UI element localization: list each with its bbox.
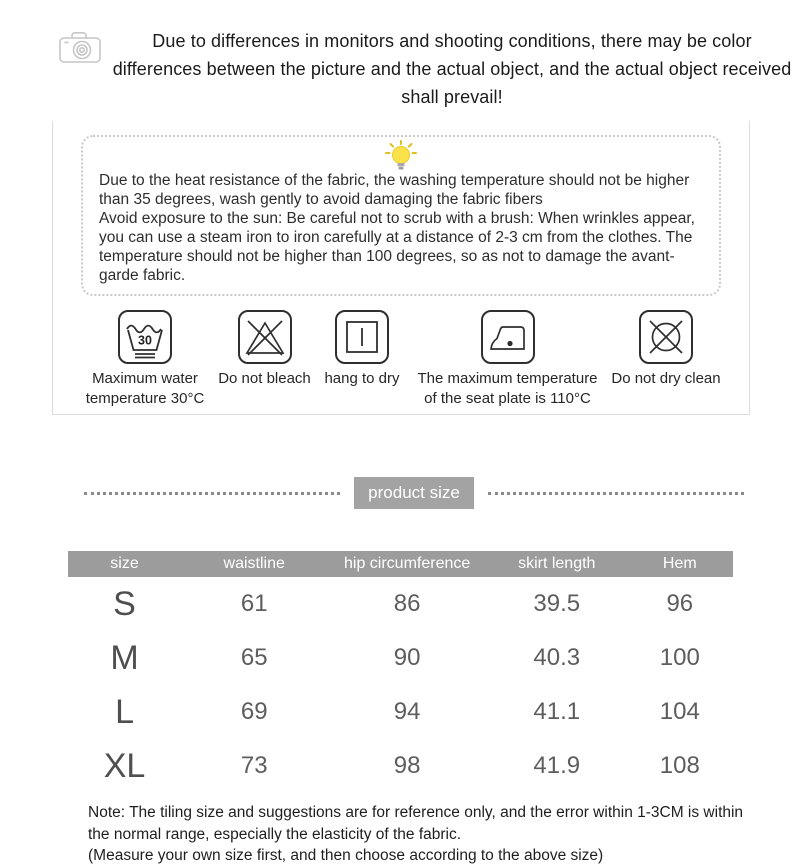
care-item-hang-to-dry [316, 310, 408, 389]
lightbulb-icon [99, 140, 703, 171]
wash-30-icon [118, 310, 172, 364]
dotted-line-left [84, 492, 340, 495]
hang-to-dry-icon [335, 310, 389, 364]
table-row-s [68, 577, 733, 631]
svg-text:30: 30 [138, 333, 152, 348]
dotted-line-right [488, 492, 744, 495]
hip-value: 94 [393, 698, 421, 725]
care-item-wash-30 [77, 310, 213, 408]
skirt-length-value: 40.3 [533, 644, 581, 671]
waistline-value: 73 [240, 752, 268, 779]
hem-value: 104 [659, 698, 700, 725]
size-note [88, 802, 744, 867]
size-note-line-1: Note: The tiling size and suggestions are for reference only, and the error within 1-3CM is within the normal range, especially the elasticity of the fabric. [88, 804, 744, 843]
product-size-title: product size [354, 477, 474, 509]
col-header-waistline: waistline [181, 551, 327, 577]
table-row-xl [68, 739, 733, 793]
care-label: Maximum water temperature 30°C [85, 370, 205, 407]
hem-value: 96 [666, 590, 694, 617]
hip-value: 90 [393, 644, 421, 671]
waistline-value: 65 [240, 644, 268, 671]
care-label: hang to dry [324, 370, 400, 387]
table-row-m [68, 631, 733, 685]
hip-value: 98 [393, 752, 421, 779]
product-size-divider [84, 477, 744, 509]
col-header-size: size [68, 551, 181, 577]
care-item-iron-110 [410, 310, 606, 408]
care-item-do-not-bleach [215, 310, 315, 389]
tip-paragraph-2: Avoid exposure to the sun: Be careful not to scrub with a brush: When wrinkles appear, you can use a steam iron to iron carefully at a distance of 2-3 cm from the clothes. The temperature should not be higher than 100 degrees, so as not to damage the avant-garde fabric. [99, 210, 695, 284]
size-value: M [110, 638, 139, 677]
col-header-hip-circumference: hip circumference [327, 551, 487, 577]
size-table-header-row [68, 551, 733, 577]
col-header-hem: Hem [627, 551, 733, 577]
size-table [68, 551, 733, 793]
do-not-bleach-icon [238, 310, 292, 364]
waistline-value: 69 [240, 698, 268, 725]
skirt-length-value: 39.5 [533, 590, 581, 617]
care-label: Do not bleach [218, 370, 311, 387]
hem-value: 108 [659, 752, 700, 779]
hem-value: 100 [659, 644, 700, 671]
hip-value: 86 [393, 590, 421, 617]
care-panel [52, 121, 750, 415]
size-value: L [115, 692, 134, 731]
care-symbols-row [77, 308, 725, 412]
size-note-line-2: (Measure your own size first, and then choose according to the above size) [88, 847, 604, 864]
tip-paragraph-1: Due to the heat resistance of the fabric, the washing temperature should not be higher than 35 degrees, wash gently to avoid damaging the fabric fibers [99, 172, 690, 208]
camera-icon [57, 30, 105, 64]
skirt-length-value: 41.9 [533, 752, 581, 779]
waistline-value: 61 [240, 590, 268, 617]
notice-text: Due to differences in monitors and shooting conditions, there may be color differences between the picture and the actual object, and the actual object received shall prevail! [112, 31, 792, 107]
care-item-do-not-dry-clean [607, 310, 725, 389]
col-header-skirt-length: skirt length [487, 551, 627, 577]
size-value: XL [103, 746, 146, 785]
do-not-dry-clean-icon [639, 310, 693, 364]
color-difference-notice [0, 0, 800, 111]
care-label: Do not dry clean [611, 370, 721, 387]
washing-tip-box [81, 135, 721, 296]
care-label: The maximum temperature of the seat plate is 110°C [417, 370, 598, 407]
iron-max-110-icon [481, 310, 535, 364]
table-row-l [68, 685, 733, 739]
size-value: S [113, 584, 136, 623]
skirt-length-value: 41.1 [533, 698, 581, 725]
